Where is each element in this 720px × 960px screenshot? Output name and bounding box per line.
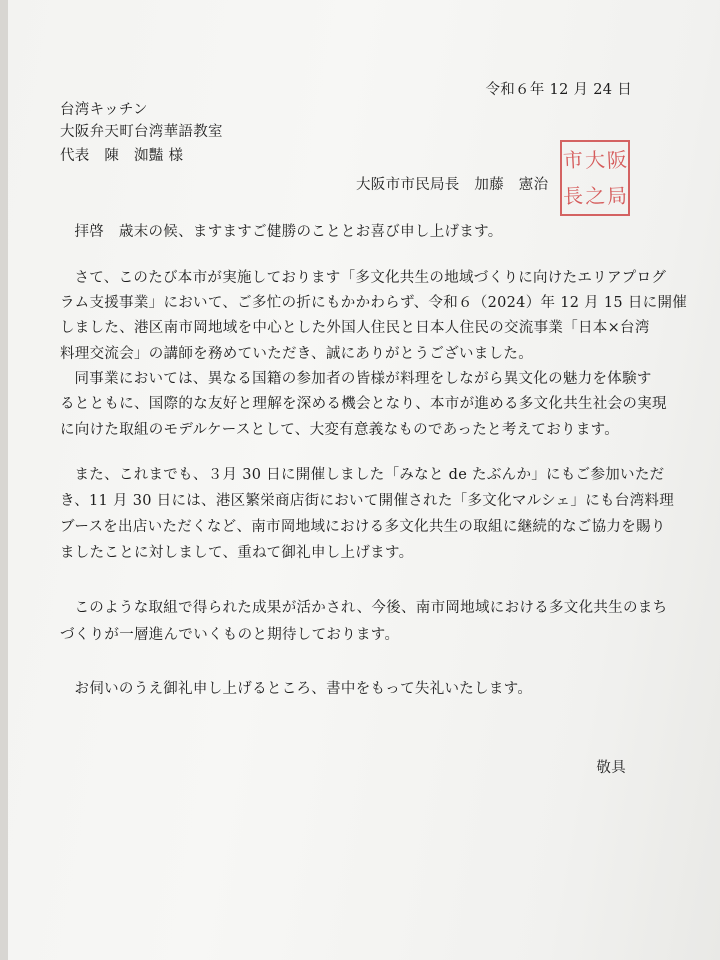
letter-date: 令和６年 12 月 24 日	[485, 82, 632, 98]
recipient-line-1: 台湾キッチン	[60, 102, 148, 118]
paragraph-3-line: また、これまでも、３月 30 日に開催しました「みなと de たぶんか」にもご参加いただ	[74, 467, 665, 483]
paragraph-3-line: ブースを出店いただくなど、南市岡地域における多文化共生の取組に継続的なご協力を賜り	[60, 519, 666, 535]
recipient-line-2: 大阪弁天町台湾華語教室	[60, 124, 223, 140]
paragraph-2-line: に向けた取組のモデルケースとして、大変有意義なものであったと考えております。	[60, 422, 620, 438]
seal-char: 之	[584, 183, 606, 209]
paragraph-5: お伺いのうえ御礼申し上げるところ、書中をもって失礼いたします。	[74, 681, 533, 697]
seal-char: 阪	[606, 147, 628, 173]
seal-char: 大	[584, 147, 606, 173]
seal-char: 長	[562, 183, 584, 209]
letter-page	[8, 0, 720, 960]
recipient-line-3: 代表 陳 洳豔 様	[60, 148, 184, 164]
sender: 大阪市市民局長 加藤 憲治	[356, 177, 549, 193]
paragraph-1-line: ラム支援事業」において、ご多忙の折にもかかわらず、令和６（2024）年 12 月 15 日に開催	[60, 295, 688, 311]
paragraph-1-line: さて、このたび本市が実施しております「多文化共生の地域づくりに向けたエリアプログ	[74, 270, 667, 286]
paragraph-2-line: るとともに、国際的な友好と理解を深める機会となり、本市が進める多文化共生社会の実現	[60, 396, 667, 412]
paragraph-1-line: 料理交流会」の講師を務めていただき、誠にありがとうございました。	[60, 346, 534, 362]
seal-char: 市	[562, 147, 584, 173]
paragraph-1-line: しました、港区南市岡地域を中心とした外国人住民と日本人住民の交流事業「日本×台湾	[60, 320, 650, 336]
paragraph-2-line: 同事業においては、異なる国籍の参加者の皆様が料理をしながら異文化の魅力を体験す	[74, 371, 652, 387]
paragraph-3-line: き、11 月 30 日には、港区繁栄商店街において開催された「多文化マルシェ」にも台湾料理	[60, 493, 674, 509]
paragraph-4-line: このような取組で得られた成果が活かされ、今後、南市岡地域における多文化共生のまち	[74, 600, 668, 616]
paragraph-4-line: づくりが一層進んでいくものと期待しております。	[60, 627, 400, 643]
closing: 敬具	[596, 760, 626, 776]
seal-char: 局	[606, 183, 628, 209]
paragraph-3-line: ましたことに対しまして、重ねて御礼申し上げます。	[60, 545, 414, 561]
greeting: 拝啓 歳末の候、ますますご健勝のこととお喜び申し上げます。	[74, 224, 503, 240]
official-seal-stamp	[560, 140, 630, 216]
